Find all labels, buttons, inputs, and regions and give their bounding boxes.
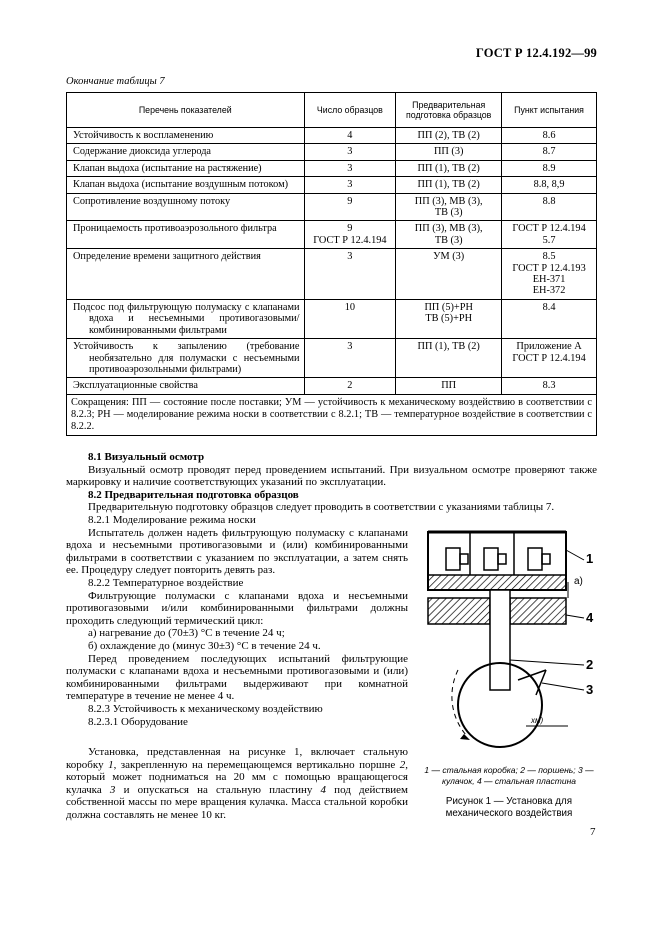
cell-indicator: Проницаемость противоаэрозольного фильтра <box>67 221 305 249</box>
figure-legend-line-1: 1 — стальная коробка; 2 — поршень; 3 — <box>424 765 594 775</box>
table-row <box>67 160 597 176</box>
col-header-samples: Число образцов <box>304 93 396 128</box>
table-row <box>67 193 597 221</box>
cell-test-clause: 8.8 <box>502 193 597 221</box>
table-caption: Окончание таблицы 7 <box>66 76 165 87</box>
paragraph-8-2-2: Фильтрующие полумаски с клапанами вдоха и несъемными противогазовыми и/или комбинированными фильтрами должны проходить следующий термический цикл: <box>66 589 408 627</box>
cell-indicator: Устойчивость к воспламенению <box>67 128 305 144</box>
table-note: Сокращения: ПП — состояние после поставки; УМ — устойчивость к механическому воздействию в соответствии с 8.2.3; РН — моделирование режима носки в соответствии с 8.2.1; ТВ — температурное воздействие в соответствии с 8.2.2. <box>67 394 597 435</box>
cell-indicator: Клапан выдоха (испытание воздушным потоком) <box>67 177 305 193</box>
table-row <box>67 128 597 144</box>
cell-indicator: Содержание диоксида углерода <box>67 144 305 160</box>
heading-8-2: 8.2 Предварительная подготовка образцов <box>88 488 299 501</box>
label-1: 1 <box>586 551 594 566</box>
steel-plate-right <box>510 598 566 624</box>
cell-indicator: Клапан выдоха (испытание на растяжение) <box>67 160 305 176</box>
cell-preparation: ПП (1), ТВ (2) <box>396 160 502 176</box>
table-header-row <box>67 93 597 128</box>
table-row <box>67 249 597 300</box>
cell-indicator: Сопротивление воздушному потоку <box>67 193 305 221</box>
cell-indicator: Подсос под фильтрующую полумаску с клапанами вдоха и несъемными противогазовыми/комбинированными фильтрами <box>67 299 305 338</box>
table-row <box>67 144 597 160</box>
cell-samples: 3 <box>304 177 396 193</box>
page-number: 7 <box>590 826 596 838</box>
leader-2 <box>510 660 584 665</box>
heading-8-2-2: 8.2.2 Температурное воздействие <box>88 576 244 589</box>
table-note-row <box>67 394 597 435</box>
cell-test-clause: ГОСТ Р 12.4.194 5.7 <box>502 221 597 249</box>
cell-test-clause: 8.4 <box>502 299 597 338</box>
paragraph-8-2-2-cont: Перед проведением последующих испытаний фильтрующие полумаски с клапанами вдоха и несъемными противогазовыми и (или) комбинированными фильтрами выдерживают при комнатной температуре в течение не менее 4 ч. <box>66 652 408 703</box>
cell-preparation: ПП <box>396 378 502 394</box>
cell-test-clause: 8.3 <box>502 378 597 394</box>
dimension-a: a) <box>574 576 583 587</box>
cell-preparation: ПП (5)+РН ТВ (5)+РН <box>396 299 502 338</box>
cell-preparation: ПП (3), МВ (3), ТВ (3) <box>396 193 502 221</box>
sample-left <box>446 548 468 570</box>
paragraph-8-1: Визуальный осмотр проводят перед проведением испытаний. При визуальном осмотре проверяют также маркировку и наличие соответствующих указаний по эксплуатации. <box>66 463 597 489</box>
cell-indicator: Устойчивость к запылению (требование необязательно для полумаски с несъемными противоаэрозольными фильтрами) <box>67 339 305 378</box>
cell-preparation: ПП (1), ТВ (2) <box>396 177 502 193</box>
cell-samples: 9 <box>304 193 396 221</box>
cell-samples: 3 <box>304 249 396 300</box>
cell-preparation: ПП (3), МВ (3), ТВ (3) <box>396 221 502 249</box>
label-3: 3 <box>586 682 594 697</box>
cell-samples: 10 <box>304 299 396 338</box>
cell-samples: 2 <box>304 378 396 394</box>
table-row <box>67 378 597 394</box>
table-row <box>67 339 597 378</box>
box-base <box>428 575 566 590</box>
cell-test-clause: 8.7 <box>502 144 597 160</box>
piston <box>490 590 510 690</box>
cell-samples: 9 ГОСТ Р 12.4.194 <box>304 221 396 249</box>
cell-preparation: ПП (2), ТВ (2) <box>396 128 502 144</box>
cell-test-clause: 8.5 ГОСТ Р 12.4.193 ЕН-371 ЕН-372 <box>502 249 597 300</box>
cell-test-clause: 8.8, 8,9 <box>502 177 597 193</box>
cell-samples: 3 <box>304 339 396 378</box>
paragraph-8-2: Предварительную подготовку образцов следует проводить в соответствии с указаниями таблицы 7. <box>88 501 555 514</box>
dimension-label: хм) <box>531 716 544 725</box>
section-8-2-1-to-8-2-3 <box>66 514 408 728</box>
heading-8-2-1: 8.2.1 Моделирование режима носки <box>88 514 256 526</box>
heading-8-2-3-1: 8.2.3.1 Оборудование <box>88 715 188 728</box>
cell-samples: 3 <box>304 160 396 176</box>
label-2: 2 <box>586 657 594 672</box>
cell-preparation: ПП (1), ТВ (2) <box>396 339 502 378</box>
heading-8-1: 8.1 Визуальный осмотр <box>88 451 205 463</box>
cell-samples: 4 <box>304 128 396 144</box>
heading-8-2-3: 8.2.3 Устойчивость к механическому воздействию <box>88 702 323 715</box>
table-7 <box>66 92 597 436</box>
rotation-arrowhead <box>460 734 470 740</box>
sample-right <box>528 548 550 570</box>
col-header-test-clause: Пункт испытания <box>502 93 597 128</box>
col-header-indicators: Перечень показателей <box>67 93 305 128</box>
figure-legend-line-2: кулачок, 4 — стальная пластина <box>441 775 577 786</box>
cell-samples: 3 <box>304 144 396 160</box>
paragraph-8-2-3-1-wrap <box>66 746 408 822</box>
figure-caption: Рисунок 1 — Установка для механического воздействия <box>445 796 573 819</box>
figure-1-apparatus <box>418 520 598 750</box>
paragraph-8-2-1: Испытатель должен надеть фильтрующую полумаску с клапанами вдоха и несъемными противогазовыми и (или) комбинированными фильтрами в соответствии с указанием по эксплуатации, а затем снять ее. Процедуру следует повторить девять раз. <box>66 526 408 577</box>
paragraph-8-2-3-1: Установка, представленная на рисунке 1, включает стальную коробку 1, закрепленную на перемещающемся вертикально поршне 2, который может подниматься на 20 мм с помощью вращающегося кулачка 3 и опускаться на стальную пластину 4 под действием собственной массы по мере вращения кулачка. Масса стальной коробки должна составлять не менее 10 кг. <box>66 746 408 821</box>
cell-preparation: УМ (3) <box>396 249 502 300</box>
table-row <box>67 221 597 249</box>
cell-indicator: Эксплуатационные свойства <box>67 378 305 394</box>
cell-test-clause: 8.9 <box>502 160 597 176</box>
col-header-preparation: Предварительная подготовка образцов <box>396 93 502 128</box>
item-b: б) охлаждение до (минус 30±3) °С в течение 24 ч. <box>88 639 321 652</box>
cell-test-clause: Приложение А ГОСТ Р 12.4.194 <box>502 339 597 378</box>
item-a: а) нагревание до (70±3) °С в течение 24 ч; <box>88 627 285 640</box>
section-8-1-2 <box>66 451 597 514</box>
figure-legend <box>420 765 598 786</box>
cell-indicator: Определение времени защитного действия <box>67 249 305 300</box>
document-header: ГОСТ Р 12.4.192—99 <box>475 46 597 60</box>
leader-1 <box>566 550 584 560</box>
leader-4 <box>566 615 584 618</box>
cell-test-clause: 8.6 <box>502 128 597 144</box>
table-row <box>67 299 597 338</box>
leader-3 <box>542 683 584 690</box>
cell-preparation: ПП (3) <box>396 144 502 160</box>
label-4: 4 <box>586 610 594 625</box>
steel-plate-left <box>428 598 490 624</box>
sample-middle <box>484 548 506 570</box>
table-row <box>67 177 597 193</box>
